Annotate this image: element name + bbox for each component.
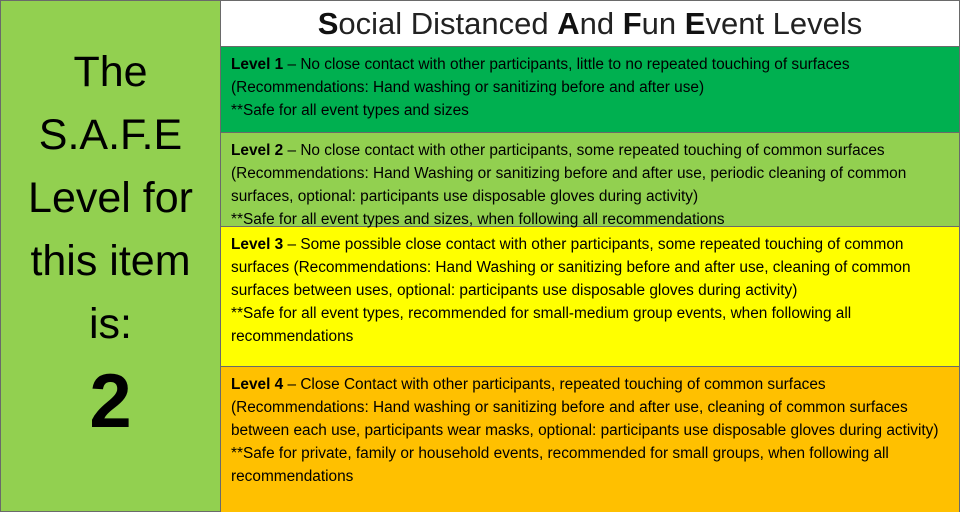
level-safe-note: **Safe for all event types, recommended for small-medium group events, when following all recommendations	[231, 305, 852, 345]
level-text: – Some possible close contact with other participants, some repeated touching of common surfaces (Recommendations: Hand Washing or sanitizing before and after use, cleaning of common surfaces between uses, optional: participants use disposable gloves during activity)	[231, 236, 911, 299]
title-text: nd	[579, 6, 623, 41]
title-text: un	[641, 6, 685, 41]
level-2-row	[221, 133, 959, 227]
title-letter-s: S	[317, 6, 339, 41]
title-letter-a: A	[557, 6, 580, 41]
title-text: ocial Distanced	[338, 6, 558, 41]
level-label: Level 3	[231, 236, 284, 253]
level-4-row	[221, 367, 959, 512]
level-description	[231, 373, 951, 442]
level-3-row	[221, 227, 959, 367]
level-text: – No close contact with other participants, some repeated touching of common surfaces (Recommendations: Hand Washing or sanitizing before and after use, periodic cleaning of common surfaces, optional: participants use disposable gloves during activity)	[231, 142, 907, 205]
level-text: – No close contact with other participants, little to no repeated touching of surfaces (Recommendations: Hand washing or sanitizing before and after use)	[231, 56, 850, 96]
level-label: Level 1	[231, 56, 284, 73]
caption-line: this item	[30, 237, 191, 285]
caption-line: The	[73, 48, 148, 96]
level-text: – Close Contact with other participants, repeated touching of common surfaces (Recommendations: Hand washing or sanitizing before and after use, cleaning of common surfaces between each use, participants wear masks, optional: participants use disposable gloves during activity)	[231, 376, 939, 439]
current-level-panel	[1, 1, 221, 511]
level-safe-note: **Safe for private, family or household events, recommended for small groups, when following all recommendations	[231, 445, 889, 485]
level-safe-note: **Safe for all event types and sizes, when following all recommendations	[231, 211, 725, 228]
caption-line: S.A.F.E	[38, 111, 183, 159]
level-label: Level 4	[231, 376, 284, 393]
table-title	[221, 1, 959, 47]
title-text: vent Levels	[705, 6, 863, 41]
level-description	[231, 53, 951, 99]
current-level-number: 2	[89, 359, 132, 444]
caption-line: Level for	[28, 174, 193, 222]
level-1-row	[221, 47, 959, 133]
levels-table	[221, 1, 959, 511]
title-letter-f: F	[622, 6, 642, 41]
caption-line: is:	[89, 300, 132, 348]
level-safe-note: **Safe for all event types and sizes	[231, 102, 469, 119]
level-description	[231, 139, 951, 208]
level-label: Level 2	[231, 142, 284, 159]
title-letter-e: E	[684, 6, 706, 41]
current-level-caption	[1, 1, 220, 356]
level-description	[231, 233, 951, 302]
